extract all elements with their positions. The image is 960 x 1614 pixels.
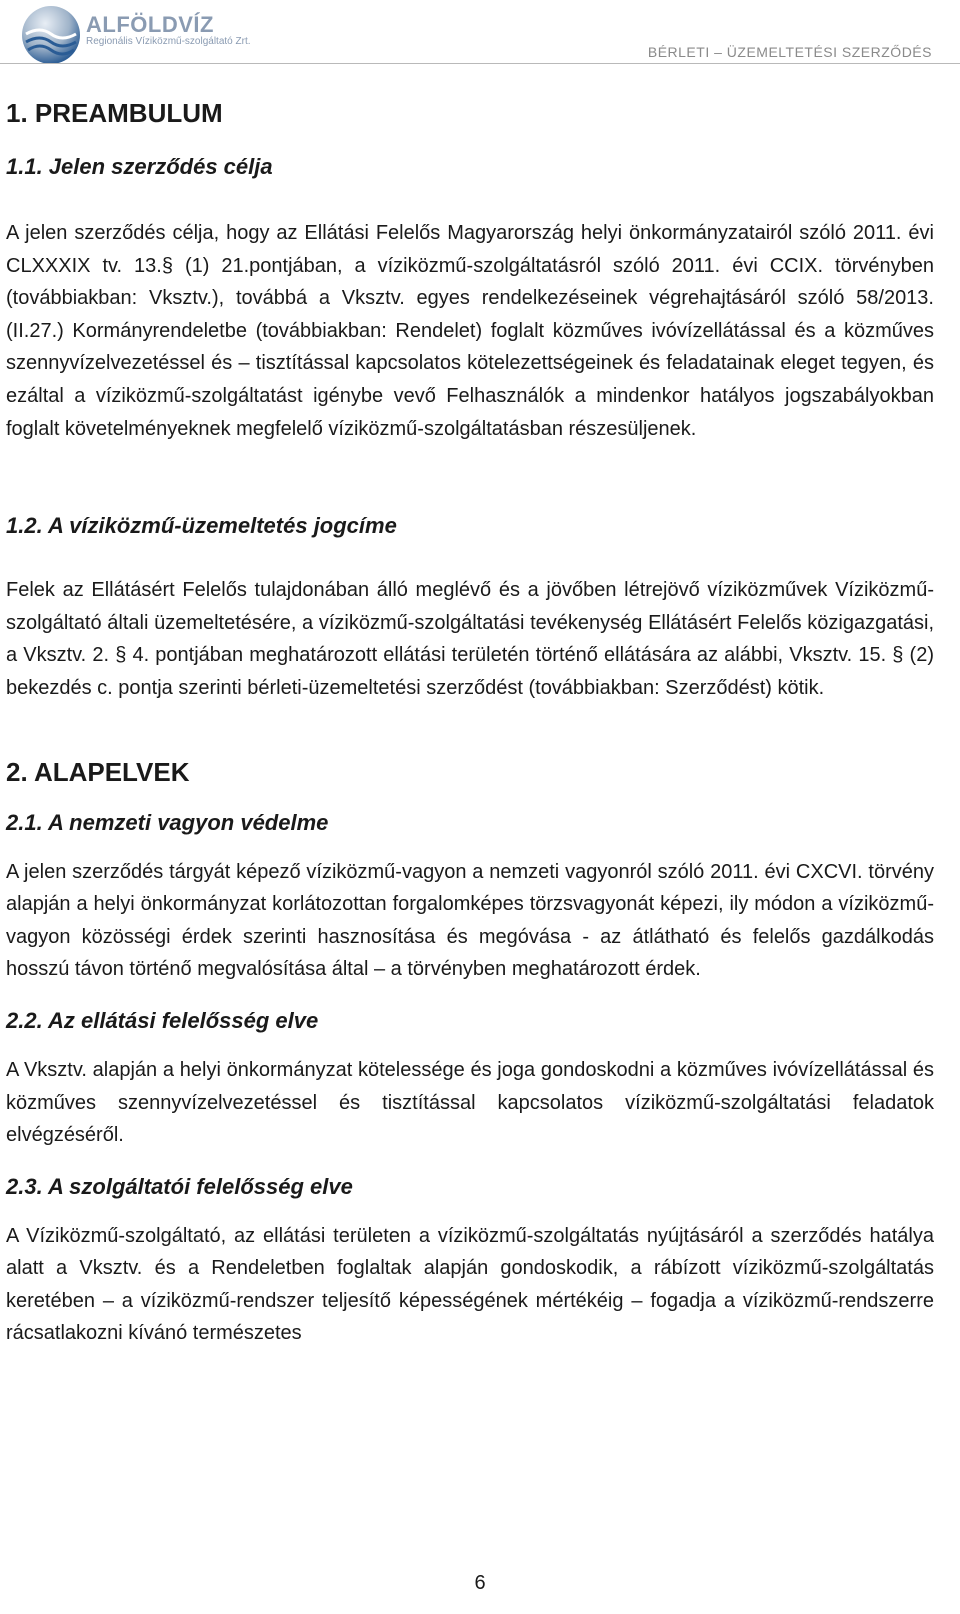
section-2-1-title: 2.1. A nemzeti vagyon védelme	[6, 809, 329, 835]
header-divider	[0, 63, 960, 64]
section-1-1-body: A jelen szerződés célja, hogy az Ellátási Felelős Magyarország helyi önkormányzatairól szóló 2011. évi CLXXXIX tv. 13.§ (1) 21.pontjában, a víziközmű-szolgáltatásról szóló 2011. évi CCIX. törvényben (továbbiakban: Vksztv.), továbbá a Vksztv. egyes rendelkezéseinek végrehajtásáról szóló 58/2013. (II.27.) Kormányrendeletbe (továbbiakban: Rendelet) foglalt közműves ivóvízellátással és a közműves szennyvízelvezetéssel és – tisztítással kapcsolatos kötelezettségeinek és feladatainak eleget tegyen, és ezáltal a víziközmű-szolgáltatást igénybe vevő Felhasználók a mindenkor hatályos jogszabályokban foglalt követelményeknek megfelelő víziközmű-szolgáltatásban részesüljenek.	[6, 222, 934, 440]
page-number: 6	[474, 1572, 486, 1594]
section-2-2-title: 2.2. Az ellátási felelősség elve	[6, 1007, 319, 1033]
logo-subtitle: Regionális Víziközmű-szolgáltató Zrt.	[86, 36, 251, 47]
section-1-1-title: 1.1. Jelen szerződés célja	[6, 154, 273, 179]
water-drop-logo-icon	[20, 4, 82, 66]
section-1-2-body: Felek az Ellátásért Felelős tulajdonában álló meglévő és a jövőben létrejövő víziközművek Víziközmű-szolgáltató általi üzemeltetésére, a víziközmű-szolgáltatási tevékenység Ellátásért Felelős közigazgatási, a Vksztv. 2. § 4. pontjában meghatározott ellátási területén történő ellátására az alábbi, Vksztv. 15. § (2) bekezdés c. pontja szerinti bérleti-üzemeltetési szerződést (továbbiakban: Szerződést) kötik.	[6, 579, 934, 699]
page-header	[0, 0, 960, 70]
section-2-3-title: 2.3. A szolgáltatói felelősség elve	[6, 1173, 353, 1199]
section-2-1-body: A jelen szerződés tárgyát képező víziközmű-vagyon a nemzeti vagyonról szóló 2011. évi CXCVI. törvény alapján a helyi önkormányzat korlátozottan forgalomképes törzsvagyonát képezi, ily módon a víziközmű-vagyon közösségi érdek szerinti hasznosítása és megóvása - az átlátható és felelős gazdálkodás hosszú távon történő megvalósítása által – a törvényben meghatározott érdek.	[6, 860, 934, 981]
logo-name: ALFÖLDVÍZ	[86, 12, 214, 37]
section-2-2-body: A Vksztv. alapján a helyi önkormányzat kötelessége és joga gondoskodni a közműves ivóvízellátással és közműves szennyvízelvezetéssel és tisztítással kapcsolatos víziközmű-szolgáltatási feladatok elvégzéséről.	[6, 1058, 934, 1147]
section-1-title: 1. PREAMBULUM	[6, 98, 223, 128]
document-body	[6, 95, 934, 1350]
document-title: BÉRLETI – ÜZEMELTETÉSI SZERZŐDÉS	[647, 44, 932, 60]
company-logo	[20, 4, 260, 68]
section-2-3-body: A Víziközmű-szolgáltató, az ellátási területen a víziközmű-szolgáltatás nyújtásáról a szerződés hatálya alatt a Vksztv. és a Rendeletben foglaltak alapján gondoskodik, a rábízott víziközmű-szolgáltatás keretében – a víziközmű-rendszer teljesítő képességének mértékéig – fogadja a víziközmű-rendszerre rácsatlakozni kívánó természetes	[6, 1224, 934, 1345]
section-2-title: 2. ALAPELVEK	[6, 756, 190, 787]
section-1-2-title: 1.2. A víziközmű-üzemeltetés jogcíme	[6, 513, 397, 539]
